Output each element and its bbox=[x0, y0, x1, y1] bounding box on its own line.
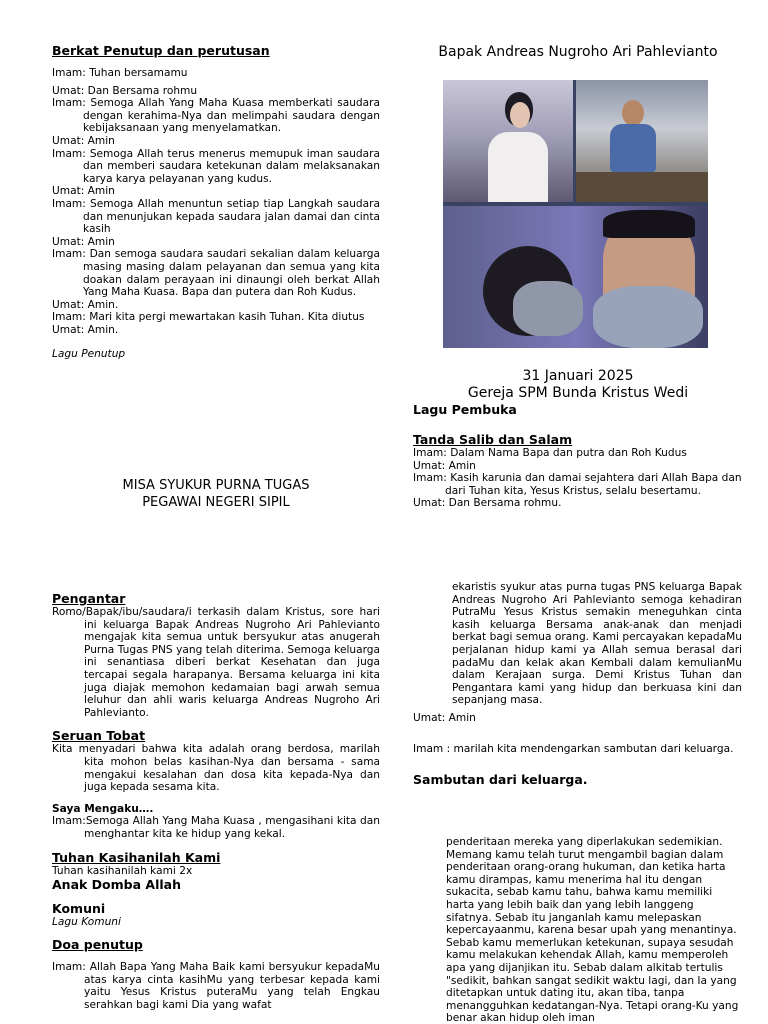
reading-passage bbox=[446, 836, 742, 1024]
seruan-text: Kita menyadari bahwa kita adalah orang berdosa, marilah kita mohon belas kasihan-Nya dan bersama - sama mengakui kesalahan dan dosa kita kepada-Nya dan juga kepada sesama kita. bbox=[52, 743, 380, 794]
line-7: Imam: Semoga Allah menuntun setiap tiap Langkah saudara dan menunjukan kepada saudara jalan damai dan cinta kasih bbox=[52, 197, 380, 236]
anak-domba: Anak Domba Allah bbox=[52, 877, 181, 893]
right-top-column bbox=[413, 402, 743, 510]
tuhan-text: Tuhan kasihanilah kami 2x bbox=[52, 864, 193, 877]
lagu-komuni: Lagu Komuni bbox=[52, 916, 121, 929]
line-9: Imam: Dan semoga saudara saudari sekalian dalam keluarga masing masing dalam pelayanan dan semua yang kita doakan dalam perayaan ini dinaungi oleh berkat Allah Yang Maha Kuasa. Bapa dan putera dan Roh Kudus. bbox=[52, 248, 380, 299]
booklet-title bbox=[52, 477, 380, 511]
salam-line-1: Imam: Dalam Nama Bapa dan putra dan Roh Kudus bbox=[413, 447, 687, 459]
line-1: Imam: Tuhan bersamamu bbox=[52, 67, 188, 79]
line-10: Umat: Amin. bbox=[52, 298, 119, 311]
photo-top-right bbox=[576, 80, 708, 202]
pengantar-text: Romo/Bapak/ibu/saudara/i terkasih dalam Kristus, sore hari ini keluarga Bapak Andreas Nugroho Ari Pahlevianto mengajak kita semua untuk bersyukur atas anugerah Purna Tugas PNS yang telah diterima. Semoga keluarga ini senantiasa diberi berkat Kesehatan dan juga tercapai segala harapanya. Bersama keluarga ini kita juga diajak memohon kedamaian bagi arwah semua leluhur dan ahli waris keluarga Andreas Nugroho Ari Pahlevianto. bbox=[52, 606, 380, 719]
line-6: Umat: Amin bbox=[52, 185, 115, 198]
saya-mengaku: Saya Mengaku…. bbox=[52, 802, 154, 815]
church-name: Gereja SPM Bunda Kristus Wedi bbox=[467, 385, 689, 401]
line-11: Imam: Mari kita pergi mewartakan kasih Tuhan. Kita diutus bbox=[52, 311, 365, 324]
line-12: Umat: Amin. bbox=[52, 323, 119, 336]
komuni-heading: Komuni bbox=[52, 901, 106, 917]
salam-line-4: Umat: Dan Bersama rohmu. bbox=[413, 497, 562, 510]
line-4: Umat: Amin bbox=[52, 134, 115, 147]
left-bottom-column bbox=[52, 591, 380, 1011]
lagu-pembuka: Lagu Pembuka bbox=[413, 402, 517, 417]
title-line-2: PEGAWAI NEGERI SIPIL bbox=[142, 495, 290, 510]
sambutan-heading: Sambutan dari keluarga. bbox=[413, 772, 588, 788]
doa-heading: Doa penutup bbox=[52, 937, 143, 953]
right-bottom-column bbox=[413, 581, 742, 787]
tuhan-heading: Tuhan Kasihanilah Kami bbox=[52, 849, 221, 865]
doa-continuation: ekaristis syukur atas purna tugas PNS keluarga Bapak Andreas Nugroho Ari Pahlevianto semoga kehadiran PutraMu Yesus Kristus semakin meneguhkan cinta kasih keluarga Bersama anak-anak dan menjadi berkat bagi semua orang. Kami percayakan kepadaMu perjalanan hidup kami ya Allah semua berasal dari padaMu dan kelak akan Kembali dalam kemulianMu dalam Kerajaan surga. Demi Kristus Tuhan dan Pengantara kami yang hidup dan berkuasa kini dan sepanjang masa. bbox=[452, 581, 742, 707]
umat-amin: Umat: Amin bbox=[413, 711, 476, 724]
photo-top-left bbox=[443, 80, 573, 202]
title-line-1: MISA SYUKUR PURNA TUGAS bbox=[122, 478, 310, 493]
tanda-salib-heading: Tanda Salib dan Salam bbox=[413, 432, 573, 447]
imam-sambutan: Imam : marilah kita mendengarkan sambutan dari keluarga. bbox=[413, 742, 734, 755]
reading-text: penderitaan mereka yang diperlakukan sedemikian. Memang kamu telah turut mengambil bagian dalam penderitaan orang-orang hukuman, dan ketika harta kamu dirampas, kamu menerima hal itu dengan sukacita, sebab kamu tahu, bahwa kamu memiliki harta yang lebih baik dan yang lebih langgeng sifatnya. Sebab itu janganlah kamu melepaskan kepercayaanmu, karena besar upah yang menantinya. Sebab kamu memerlukan ketekunan, supaya sesudah kamu melakukan kehendak Allah, kamu memperoleh apa yang dijanjikan itu. Sebab dalam alkitab tertulis "sedikit, bahkan sangat sedikit waktu lagi, dan Ia yang ditetapkan untuk dating itu, akan tiba, tanpa menangguhkan kedatangan-Nya. Tetapi orang-Ku yang benar akan hidup oleh iman bbox=[446, 836, 739, 1024]
berkat-heading: Berkat Penutup dan perutusan bbox=[52, 43, 270, 58]
line-8: Umat: Amin bbox=[52, 235, 115, 248]
lagu-penutup: Lagu Penutup bbox=[52, 348, 126, 361]
line-2: Umat: Dan Bersama rohmu bbox=[52, 84, 198, 97]
salam-line-2: Umat: Amin bbox=[413, 459, 476, 472]
honoree-name: Bapak Andreas Nugroho Ari Pahlevianto bbox=[438, 44, 718, 60]
line-5: Imam: Semoga Allah terus menerus memupuk iman saudara dan memberi saudara ketekunan dalam melaksanakan karya karya pelayanan yang kudus. bbox=[52, 147, 380, 185]
doa-text: Imam: Allah Bapa Yang Maha Baik kami bersyukur kepadaMu atas karya cinta kasihMu yang terbesar kepada kami yaitu Yesus Kristus puteraMu yang telah Engkau serahkan bagi kami Dia yang wafat bbox=[52, 961, 380, 1011]
left-top-column bbox=[52, 43, 380, 360]
family-photo-collage bbox=[443, 80, 708, 348]
event-date: 31 Januari 2025 bbox=[522, 368, 634, 384]
line-3: Imam: Semoga Allah Yang Maha Kuasa memberkati saudara dengan kerahima-Nya dan melimpahi saudara dengan kebijaksanaan yang menyelamatkan. bbox=[52, 97, 380, 135]
salam-line-3: Imam: Kasih karunia dan damai sejahtera dari Allah Bapa dan dari Tuhan kita, Yesus Kristus, selalu besertamu. bbox=[413, 472, 742, 497]
seruan-heading: Seruan Tobat bbox=[52, 728, 146, 744]
saya-text: Imam:Semoga Allah Yang Maha Kuasa , mengasihani kita dan menghantar kita ke hidup yang kekal. bbox=[52, 815, 380, 840]
event-info bbox=[413, 368, 743, 402]
photo-bottom bbox=[443, 206, 708, 348]
pengantar-heading: Pengantar bbox=[52, 591, 126, 606]
